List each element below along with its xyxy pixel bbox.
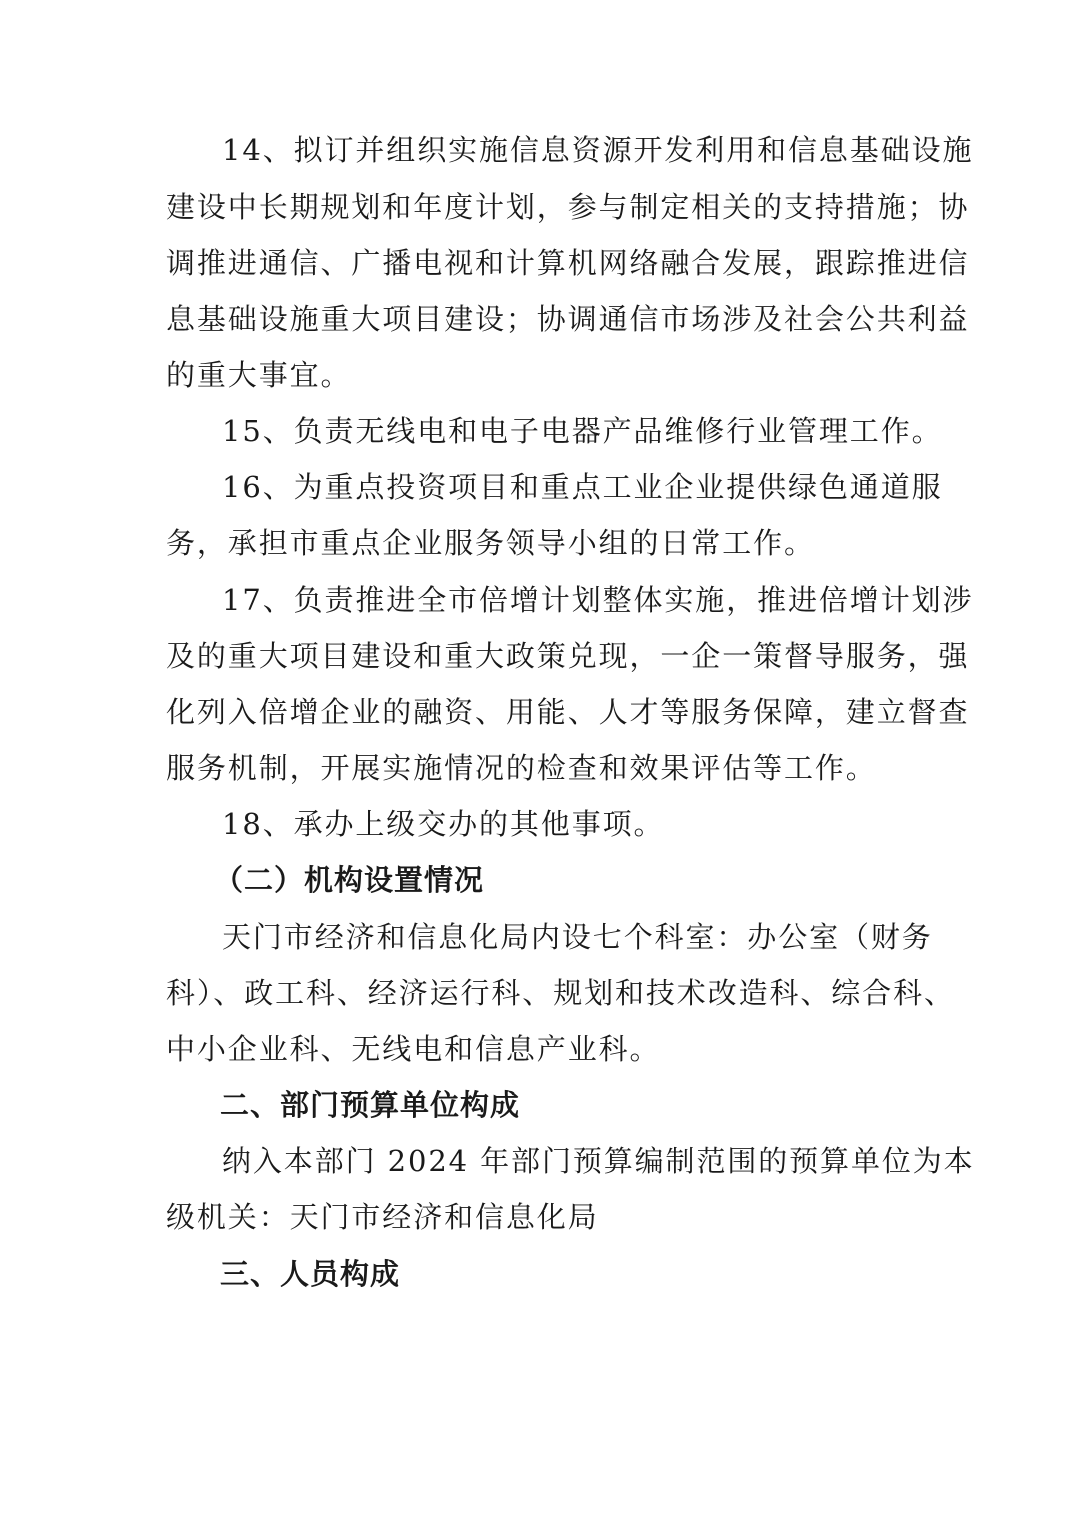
paragraph-14-line-4: 息基础设施重大项目建设；协调通信市场涉及社会公共利益: [166, 302, 970, 336]
heading-staff-composition: 三、人员构成: [220, 1257, 401, 1291]
paragraph-15-line-1: 15、负责无线电和电子电器产品维修行业管理工作。: [222, 414, 943, 448]
org-paragraph-line-2: 科）、政工科、经济运行科、规划和技术改造科、综合科、: [166, 976, 955, 1010]
org-paragraph-line-3: 中小企业科、无线电和信息产业科。: [166, 1032, 661, 1066]
paragraph-16-line-2: 务，承担市重点企业服务领导小组的日常工作。: [166, 526, 815, 560]
heading-budget-units: 二、部门预算单位构成: [220, 1088, 521, 1122]
paragraph-18-line-1: 18、承办上级交办的其他事项。: [222, 807, 665, 841]
paragraph-17-line-4: 服务机制，开展实施情况的检查和效果评估等工作。: [166, 751, 877, 785]
units-paragraph-line-1: 纳入本部门 2024 年部门预算编制范围的预算单位为本: [222, 1144, 975, 1178]
paragraph-17-line-3: 化列入倍增企业的融资、用能、人才等服务保障，建立督查: [166, 695, 970, 729]
heading-organization: （二）机构设置情况: [214, 863, 485, 897]
paragraph-14-line-3: 调推进通信、广播电视和计算机网络融合发展，跟踪推进信: [166, 246, 970, 280]
paragraph-14-line-1: 14、拟订并组织实施信息资源开发利用和信息基础设施: [222, 133, 974, 167]
org-paragraph-line-1: 天门市经济和信息化局内设七个科室：办公室（财务: [222, 920, 933, 954]
paragraph-17-line-1: 17、负责推进全市倍增计划整体实施，推进倍增计划涉: [222, 583, 974, 617]
paragraph-17-line-2: 及的重大项目建设和重大政策兑现，一企一策督导服务，强: [166, 639, 970, 673]
paragraph-16-line-1: 16、为重点投资项目和重点工业企业提供绿色通道服: [222, 470, 943, 504]
paragraph-14-line-2: 建设中长期规划和年度计划，参与制定相关的支持措施；协: [166, 190, 970, 224]
units-paragraph-line-2: 级机关：天门市经济和信息化局: [166, 1200, 599, 1234]
paragraph-14-line-5: 的重大事宜。: [166, 358, 352, 392]
